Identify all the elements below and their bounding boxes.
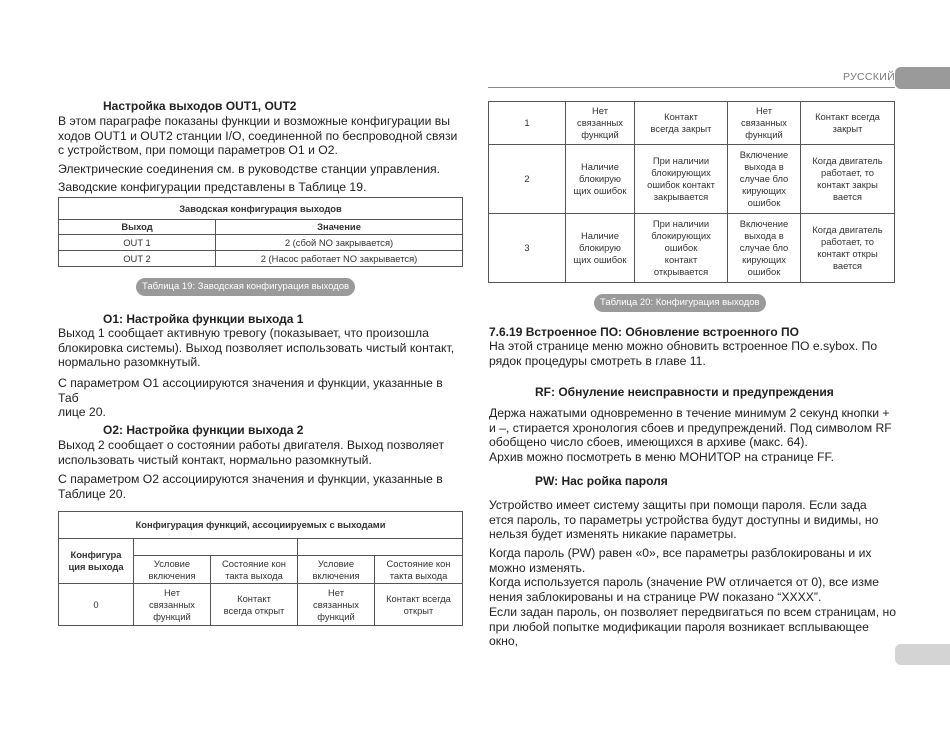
table-cell: Нет связанных функций <box>728 102 801 145</box>
paragraph-o2-params: С параметром O2 ассоциируются значения и функции, указанные в Таблице 20. <box>58 472 443 501</box>
section-title-rf: RF: Обнуление неисправности и предупреждения <box>535 385 834 399</box>
table-cell: OUT 2 <box>59 251 216 267</box>
table-cell <box>134 539 298 556</box>
section-title-out-config: Настройка выходов OUT1, OUT2 <box>103 99 297 113</box>
table-cell: Контакт всегда закрыт <box>801 102 895 145</box>
section-title-pw: PW: Нас ройка пароля <box>535 474 668 488</box>
table-20-caption: Таблица 20: Конфигурация выходов <box>594 294 766 312</box>
language-label: РУССКИЙ <box>843 71 895 83</box>
paragraph-rf: Держа нажатыми одновременно в течение минимум 2 секунд кнопки + и –, стирается хронология сбоев и предупреждений. Под символом RF обобщено число сбоев, имеющихся в архиве (макс. 64). Архив можно посмотреть в меню МОНИТОР на странице FF. <box>489 406 892 464</box>
table-cell: Включение выхода в случае бло кирующих ошибок <box>728 145 801 214</box>
table-row <box>59 235 463 251</box>
table-cell: Когда двигатель работает, то контакт откры вается <box>801 214 895 283</box>
table-cell: Нет связанных функций <box>566 102 635 145</box>
table-19 <box>58 197 463 267</box>
table-cell: Наличие блокирую щих ошибок <box>566 214 635 283</box>
table-cell: Контакт всегда открыт <box>375 584 463 626</box>
table-row <box>59 584 463 626</box>
table-20-col-config: Конфигура ция выхода <box>59 539 134 584</box>
table-cell <box>298 539 463 556</box>
page-tab-marker <box>895 644 950 665</box>
header-rule <box>488 87 895 88</box>
table-cell: OUT 1 <box>59 235 216 251</box>
paragraph-firmware: На этой странице меню можно обновить встроенное ПО e.sybox. По рядок процедуры смотреть в главе 11. <box>489 339 878 368</box>
table-cell: Включение выхода в случае бло кирующих ошибок <box>728 214 801 283</box>
table-cell: 2 (Насос работает NO закрывается) <box>216 251 463 267</box>
table-20-part2 <box>488 101 895 283</box>
table-row <box>59 251 463 267</box>
table-cell: 1 <box>489 102 566 145</box>
table-20-col-cond-2: Условие включения <box>298 556 375 584</box>
paragraph-o1-params: С параметром O1 ассоциируются значения и функции, указанные в Таб лице 20. <box>58 376 443 420</box>
paragraph-out-intro: В этом параграфе показаны функции и возможные конфигурации вы ходов OUT1 и OUT2 станции I/O, соединенной по беспроводной связи с устройством, при помощи параметров O1 и O2. <box>58 114 458 158</box>
table-19-col-value: Значение <box>216 220 463 235</box>
table-20-col-state-1: Состояние кон такта выхода <box>211 556 298 584</box>
table-cell: 0 <box>59 584 134 626</box>
language-tab-marker <box>895 67 950 89</box>
table-cell: При наличии блокирующих ошибок контакт закрывается <box>635 145 728 214</box>
paragraph-pw-navigation: Если задан пароль, он позволяет передвигаться по всем страницам, но при любой попытке модификации пароля возникает всплывающее окно, <box>489 605 896 649</box>
section-title-o1: O1: Настройка функции выхода 1 <box>103 312 304 326</box>
table-cell: Наличие блокирую щих ошибок <box>566 145 635 214</box>
table-20-col-cond-1: Условие включения <box>134 556 211 584</box>
table-19-caption: Таблица 19: Заводская конфигурация выходов <box>136 278 355 296</box>
table-cell: Контакт всегда закрыт <box>635 102 728 145</box>
table-cell: Нет связанных функций <box>298 584 375 626</box>
paragraph-pw-zero: Когда пароль (PW) равен «0», все параметры разблокированы и их можно изменять. <box>489 546 872 575</box>
table-20-col-state-2: Состояние кон такта выхода <box>375 556 463 584</box>
table-row <box>489 145 895 214</box>
table-cell: 2 (сбой NO закрывается) <box>216 235 463 251</box>
table-row <box>489 102 895 145</box>
table-19-title: Заводская конфигурация выходов <box>59 198 463 220</box>
table-cell: 3 <box>489 214 566 283</box>
table-cell: При наличии блокирующих ошибок контакт открывается <box>635 214 728 283</box>
paragraph-o2: Выход 2 сообщает о состоянии работы двигателя. Выход позволяет использовать чистый контакт, нормально разомкнутый. <box>58 438 445 467</box>
section-title-firmware: 7.6.19 Встроенное ПО: Обновление встроенного ПО <box>489 325 799 339</box>
paragraph-electrical: Электрические соединения см. в руководстве станции управления. <box>58 162 440 176</box>
paragraph-pw-locked: Когда используется пароль (значение PW отличается от 0), все изме нения заблокированы и на странице PW показано “XXXX”. <box>489 575 880 604</box>
table-cell: Нет связанных функций <box>134 584 211 626</box>
paragraph-factory-ref: Заводские конфигурации представлены в Таблице 19. <box>58 180 367 194</box>
table-cell: Когда двигатель работает, то контакт закры вается <box>801 145 895 214</box>
paragraph-pw-intro: Устройство имеет систему защиты при помощи пароля. Если зада ется пароль, то параметры устройства будут доступны и видимы, но нельзя будет изменять никакие параметры. <box>489 498 879 542</box>
table-row <box>489 214 895 283</box>
table-20-title: Конфигурация функций, ассоциируемых с выходами <box>59 512 463 539</box>
table-20-part1 <box>58 511 463 626</box>
table-19-col-output: Выход <box>59 220 216 235</box>
table-cell: 2 <box>489 145 566 214</box>
paragraph-o1: Выход 1 сообщает активную тревогу (показывает, что произошла блокировка системы). Выход позволяет использовать чистый контакт, нормально разомкнутый. <box>58 326 455 370</box>
table-cell: Контакт всегда открыт <box>211 584 298 626</box>
section-title-o2: O2: Настройка функции выхода 2 <box>103 423 304 437</box>
